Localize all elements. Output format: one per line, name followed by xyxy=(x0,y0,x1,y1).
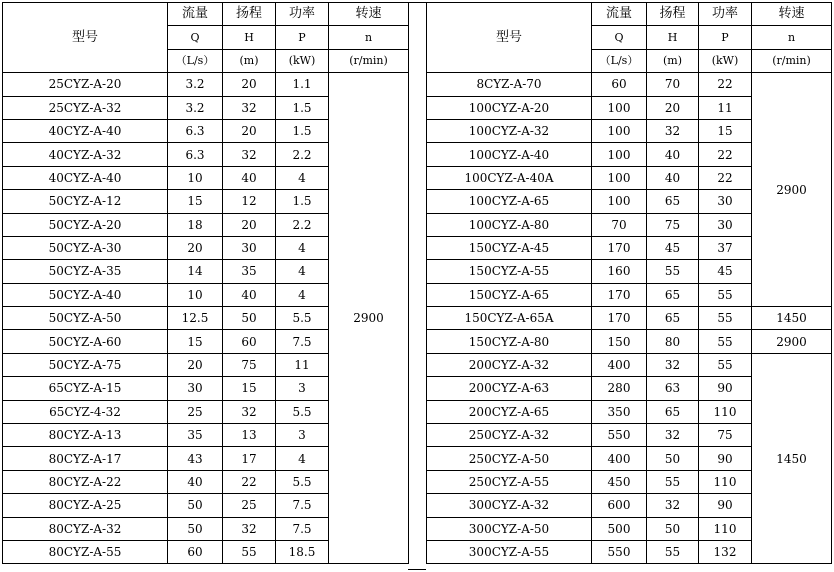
head-cell: 50 xyxy=(223,307,276,330)
model-cell: 250CYZ-A-50 xyxy=(427,447,592,470)
flow-cell: 20 xyxy=(168,236,223,259)
head-cell: 32 xyxy=(223,96,276,119)
header-head-symbol: H xyxy=(647,26,699,49)
head-cell: 40 xyxy=(223,283,276,306)
model-cell: 150CYZ-A-65 xyxy=(427,283,592,306)
flow-cell: 10 xyxy=(168,283,223,306)
head-cell: 63 xyxy=(647,377,699,400)
model-cell: 50CYZ-A-60 xyxy=(3,330,168,353)
model-cell: 100CYZ-A-80 xyxy=(427,213,592,236)
header-power-unit: (kW) xyxy=(276,49,329,72)
flow-cell: 50 xyxy=(168,517,223,540)
table-row xyxy=(3,73,409,96)
pump-spec-table-right xyxy=(426,2,832,564)
power-cell: 132 xyxy=(699,540,752,563)
power-cell: 55 xyxy=(699,283,752,306)
power-cell: 45 xyxy=(699,260,752,283)
flow-cell: 170 xyxy=(592,236,647,259)
model-cell: 80CYZ-A-17 xyxy=(3,447,168,470)
head-cell: 32 xyxy=(647,119,699,142)
power-cell: 2.2 xyxy=(276,143,329,166)
head-cell: 32 xyxy=(647,494,699,517)
flow-cell: 43 xyxy=(168,447,223,470)
flow-cell: 60 xyxy=(592,73,647,96)
header-head: 扬程 xyxy=(647,3,699,26)
flow-cell: 18 xyxy=(168,213,223,236)
model-cell: 65CYZ-4-32 xyxy=(3,400,168,423)
power-cell: 11 xyxy=(276,353,329,376)
power-cell: 5.5 xyxy=(276,400,329,423)
power-cell: 22 xyxy=(699,73,752,96)
header-power: 功率 xyxy=(276,3,329,26)
model-cell: 300CYZ-A-32 xyxy=(427,494,592,517)
head-cell: 17 xyxy=(223,447,276,470)
model-cell: 80CYZ-A-22 xyxy=(3,470,168,493)
header-power-symbol: P xyxy=(699,26,752,49)
head-cell: 32 xyxy=(223,143,276,166)
flow-cell: 500 xyxy=(592,517,647,540)
head-cell: 75 xyxy=(223,353,276,376)
flow-cell: 100 xyxy=(592,96,647,119)
model-cell: 25CYZ-A-32 xyxy=(3,96,168,119)
model-cell: 300CYZ-A-55 xyxy=(427,540,592,563)
power-cell: 4 xyxy=(276,236,329,259)
head-cell: 50 xyxy=(647,447,699,470)
power-cell: 55 xyxy=(699,330,752,353)
power-cell: 11 xyxy=(699,96,752,119)
power-cell: 4 xyxy=(276,166,329,189)
head-cell: 20 xyxy=(647,96,699,119)
table-divider xyxy=(408,2,426,570)
flow-cell: 15 xyxy=(168,330,223,353)
flow-cell: 15 xyxy=(168,190,223,213)
flow-cell: 60 xyxy=(168,540,223,563)
header-flow-unit: （L/s） xyxy=(168,49,223,72)
head-cell: 55 xyxy=(647,470,699,493)
flow-cell: 70 xyxy=(592,213,647,236)
model-cell: 100CYZ-A-65 xyxy=(427,190,592,213)
model-cell: 50CYZ-A-35 xyxy=(3,260,168,283)
power-cell: 4 xyxy=(276,447,329,470)
model-cell: 150CYZ-A-65A xyxy=(427,307,592,330)
speed-cell: 2900 xyxy=(752,330,832,353)
model-cell: 150CYZ-A-80 xyxy=(427,330,592,353)
flow-cell: 350 xyxy=(592,400,647,423)
head-cell: 40 xyxy=(223,166,276,189)
header-head: 扬程 xyxy=(223,3,276,26)
model-cell: 40CYZ-A-32 xyxy=(3,143,168,166)
head-cell: 65 xyxy=(647,307,699,330)
head-cell: 75 xyxy=(647,213,699,236)
model-cell: 40CYZ-A-40 xyxy=(3,166,168,189)
head-cell: 22 xyxy=(223,470,276,493)
model-cell: 80CYZ-A-13 xyxy=(3,424,168,447)
header-head-unit: (m) xyxy=(223,49,276,72)
flow-cell: 550 xyxy=(592,540,647,563)
flow-cell: 3.2 xyxy=(168,73,223,96)
head-cell: 40 xyxy=(647,166,699,189)
power-cell: 2.2 xyxy=(276,213,329,236)
flow-cell: 150 xyxy=(592,330,647,353)
speed-cell: 2900 xyxy=(329,73,409,564)
head-cell: 60 xyxy=(223,330,276,353)
head-cell: 32 xyxy=(647,353,699,376)
model-cell: 25CYZ-A-20 xyxy=(3,73,168,96)
power-cell: 30 xyxy=(699,213,752,236)
flow-cell: 100 xyxy=(592,166,647,189)
power-cell: 3 xyxy=(276,424,329,447)
model-cell: 50CYZ-A-40 xyxy=(3,283,168,306)
model-cell: 150CYZ-A-45 xyxy=(427,236,592,259)
flow-cell: 160 xyxy=(592,260,647,283)
model-cell: 40CYZ-A-40 xyxy=(3,119,168,142)
flow-cell: 12.5 xyxy=(168,307,223,330)
header-speed: 转速 xyxy=(752,3,832,26)
header-flow: 流量 xyxy=(168,3,223,26)
head-cell: 20 xyxy=(223,213,276,236)
model-cell: 250CYZ-A-55 xyxy=(427,470,592,493)
power-cell: 75 xyxy=(699,424,752,447)
speed-cell: 1450 xyxy=(752,307,832,330)
power-cell: 110 xyxy=(699,400,752,423)
model-cell: 100CYZ-A-20 xyxy=(427,96,592,119)
model-cell: 100CYZ-A-40A xyxy=(427,166,592,189)
flow-cell: 6.3 xyxy=(168,143,223,166)
power-cell: 4 xyxy=(276,283,329,306)
power-cell: 110 xyxy=(699,470,752,493)
power-cell: 3 xyxy=(276,377,329,400)
header-flow-unit: （L/s） xyxy=(592,49,647,72)
head-cell: 35 xyxy=(223,260,276,283)
right-table-body xyxy=(427,3,832,564)
flow-cell: 550 xyxy=(592,424,647,447)
power-cell: 5.5 xyxy=(276,470,329,493)
head-cell: 20 xyxy=(223,73,276,96)
flow-cell: 450 xyxy=(592,470,647,493)
header-power-unit: (kW) xyxy=(699,49,752,72)
power-cell: 1.5 xyxy=(276,119,329,142)
pump-spec-table-left xyxy=(2,2,409,564)
flow-cell: 100 xyxy=(592,119,647,142)
power-cell: 110 xyxy=(699,517,752,540)
header-head-unit: (m) xyxy=(647,49,699,72)
head-cell: 65 xyxy=(647,283,699,306)
header-speed: 转速 xyxy=(329,3,409,26)
power-cell: 90 xyxy=(699,494,752,517)
head-cell: 65 xyxy=(647,190,699,213)
head-cell: 30 xyxy=(223,236,276,259)
power-cell: 1.1 xyxy=(276,73,329,96)
flow-cell: 20 xyxy=(168,353,223,376)
head-cell: 32 xyxy=(223,400,276,423)
power-cell: 7.5 xyxy=(276,494,329,517)
model-cell: 250CYZ-A-32 xyxy=(427,424,592,447)
header-flow: 流量 xyxy=(592,3,647,26)
model-cell: 80CYZ-A-25 xyxy=(3,494,168,517)
head-cell: 55 xyxy=(223,540,276,563)
model-cell: 50CYZ-A-75 xyxy=(3,353,168,376)
power-cell: 15 xyxy=(699,119,752,142)
power-cell: 90 xyxy=(699,447,752,470)
power-cell: 18.5 xyxy=(276,540,329,563)
model-cell: 200CYZ-A-63 xyxy=(427,377,592,400)
flow-cell: 280 xyxy=(592,377,647,400)
model-cell: 200CYZ-A-32 xyxy=(427,353,592,376)
flow-cell: 30 xyxy=(168,377,223,400)
header-speed-unit: (r/min) xyxy=(329,49,409,72)
flow-cell: 50 xyxy=(168,494,223,517)
power-cell: 5.5 xyxy=(276,307,329,330)
flow-cell: 600 xyxy=(592,494,647,517)
head-cell: 70 xyxy=(647,73,699,96)
head-cell: 32 xyxy=(647,424,699,447)
power-cell: 55 xyxy=(699,353,752,376)
model-cell: 50CYZ-A-50 xyxy=(3,307,168,330)
power-cell: 7.5 xyxy=(276,330,329,353)
head-cell: 12 xyxy=(223,190,276,213)
table-row xyxy=(427,73,832,96)
head-cell: 55 xyxy=(647,540,699,563)
power-cell: 1.5 xyxy=(276,190,329,213)
model-cell: 100CYZ-A-32 xyxy=(427,119,592,142)
flow-cell: 25 xyxy=(168,400,223,423)
flow-cell: 3.2 xyxy=(168,96,223,119)
table-row xyxy=(427,353,832,376)
power-cell: 90 xyxy=(699,377,752,400)
power-cell: 7.5 xyxy=(276,517,329,540)
power-cell: 4 xyxy=(276,260,329,283)
head-cell: 65 xyxy=(647,400,699,423)
head-cell: 45 xyxy=(647,236,699,259)
head-cell: 50 xyxy=(647,517,699,540)
flow-cell: 400 xyxy=(592,447,647,470)
table-row xyxy=(427,307,832,330)
model-cell: 65CYZ-A-15 xyxy=(3,377,168,400)
head-cell: 13 xyxy=(223,424,276,447)
model-cell: 100CYZ-A-40 xyxy=(427,143,592,166)
flow-cell: 14 xyxy=(168,260,223,283)
head-cell: 55 xyxy=(647,260,699,283)
model-cell: 150CYZ-A-55 xyxy=(427,260,592,283)
header-speed-unit: (r/min) xyxy=(752,49,832,72)
head-cell: 25 xyxy=(223,494,276,517)
power-cell: 30 xyxy=(699,190,752,213)
flow-cell: 170 xyxy=(592,283,647,306)
header-head-symbol: H xyxy=(223,26,276,49)
flow-cell: 40 xyxy=(168,470,223,493)
header-speed-symbol: n xyxy=(752,26,832,49)
header-model: 型号 xyxy=(427,3,592,73)
model-cell: 200CYZ-A-65 xyxy=(427,400,592,423)
model-cell: 80CYZ-A-32 xyxy=(3,517,168,540)
head-cell: 40 xyxy=(647,143,699,166)
model-cell: 50CYZ-A-12 xyxy=(3,190,168,213)
model-cell: 8CYZ-A-70 xyxy=(427,73,592,96)
model-cell: 300CYZ-A-50 xyxy=(427,517,592,540)
header-flow-symbol: Q xyxy=(168,26,223,49)
header-speed-symbol: n xyxy=(329,26,409,49)
header-power: 功率 xyxy=(699,3,752,26)
power-cell: 37 xyxy=(699,236,752,259)
model-cell: 50CYZ-A-20 xyxy=(3,213,168,236)
head-cell: 20 xyxy=(223,119,276,142)
flow-cell: 170 xyxy=(592,307,647,330)
model-cell: 50CYZ-A-30 xyxy=(3,236,168,259)
table-row xyxy=(427,330,832,353)
model-cell: 80CYZ-A-55 xyxy=(3,540,168,563)
left-table-body xyxy=(3,3,409,564)
head-cell: 80 xyxy=(647,330,699,353)
flow-cell: 10 xyxy=(168,166,223,189)
speed-cell: 1450 xyxy=(752,353,832,564)
flow-cell: 100 xyxy=(592,143,647,166)
flow-cell: 100 xyxy=(592,190,647,213)
flow-cell: 35 xyxy=(168,424,223,447)
head-cell: 32 xyxy=(223,517,276,540)
header-power-symbol: P xyxy=(276,26,329,49)
flow-cell: 400 xyxy=(592,353,647,376)
head-cell: 15 xyxy=(223,377,276,400)
flow-cell: 6.3 xyxy=(168,119,223,142)
power-cell: 1.5 xyxy=(276,96,329,119)
speed-cell: 2900 xyxy=(752,73,832,307)
power-cell: 22 xyxy=(699,143,752,166)
power-cell: 55 xyxy=(699,307,752,330)
header-model: 型号 xyxy=(3,3,168,73)
power-cell: 22 xyxy=(699,166,752,189)
header-flow-symbol: Q xyxy=(592,26,647,49)
